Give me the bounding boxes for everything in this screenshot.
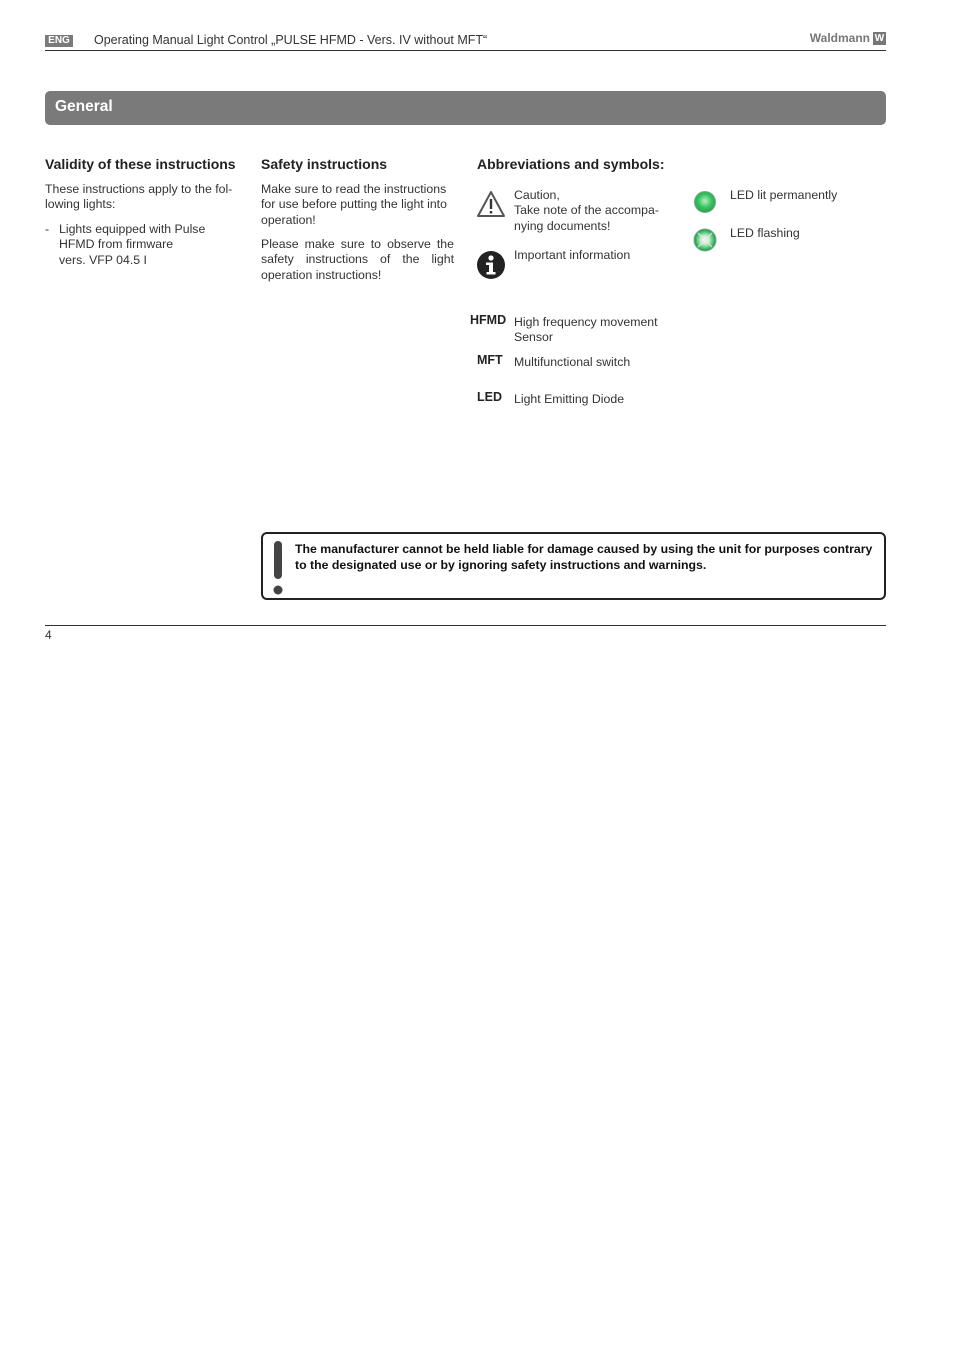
bullet-line-1: Lights equipped with Pulse bbox=[59, 222, 206, 236]
led-flash-text: LED flashing bbox=[730, 226, 800, 240]
caution-line-2: Take note of the accompa- bbox=[514, 203, 659, 217]
info-icon bbox=[476, 250, 506, 280]
info-text: Important information bbox=[514, 248, 631, 262]
safety-p1-line-2: for use before putting the light into bbox=[261, 197, 447, 211]
bullet-marker: - bbox=[45, 222, 50, 236]
led-on-icon bbox=[694, 191, 716, 213]
liability-notice-text bbox=[295, 541, 875, 573]
validity-line-1: These instructions apply to the fol- bbox=[45, 182, 233, 196]
bullet-line-3: vers. VFP 04.5 I bbox=[59, 253, 147, 267]
safety-p2-line-1: Please make sure to observe the bbox=[261, 237, 454, 251]
led-text: Light Emitting Diode bbox=[514, 392, 625, 406]
warning-triangle-icon bbox=[476, 190, 506, 218]
safety-p1-line-3: operation! bbox=[261, 213, 316, 227]
mft-text: Multifunctional switch bbox=[514, 355, 631, 369]
exclamation-icon bbox=[271, 539, 285, 597]
page-number: 4 bbox=[45, 628, 52, 642]
safety-p2-line-2: safety instructions of the light bbox=[261, 252, 454, 266]
brand-name: Waldmann bbox=[809, 31, 870, 45]
caution-line-1: Caution, bbox=[514, 188, 560, 202]
validity-line-2: lowing lights: bbox=[45, 197, 116, 211]
header-divider bbox=[45, 50, 886, 51]
led-label: LED bbox=[477, 390, 502, 404]
safety-p1-line-1: Make sure to read the instructions bbox=[261, 182, 447, 196]
led-on-text: LED lit permanently bbox=[730, 188, 838, 202]
hfmd-line-1: High frequency movement bbox=[514, 315, 658, 329]
brand-mark: W bbox=[874, 32, 885, 44]
hfmd-label: HFMD bbox=[470, 313, 507, 327]
notice-line-1: The manufacturer cannot be held liable for damage caused by using the unit for purposes contrary bbox=[295, 542, 873, 556]
led-flashing-icon bbox=[693, 228, 717, 252]
safety-heading: Safety instructions bbox=[261, 156, 388, 172]
abbreviations-heading: Abbreviations and symbols: bbox=[477, 156, 665, 172]
caution-line-3: nying documents! bbox=[514, 219, 611, 233]
brand-logo bbox=[810, 31, 886, 45]
section-bar bbox=[45, 91, 886, 125]
safety-p2-line-3: operation instructions! bbox=[261, 268, 382, 282]
mft-label: MFT bbox=[477, 353, 503, 367]
document-title: Operating Manual Light Control „PULSE HFMD - Vers. IV without MFT“ bbox=[94, 33, 488, 47]
bullet-line-2: HFMD from firmware bbox=[59, 237, 174, 251]
notice-line-2: to the designated use or by ignoring safety instructions and warnings. bbox=[295, 558, 707, 572]
footer-divider bbox=[45, 625, 886, 626]
section-title: General bbox=[55, 98, 113, 115]
validity-heading: Validity of these instructions bbox=[45, 156, 236, 172]
language-badge: ENG bbox=[45, 35, 73, 47]
hfmd-line-2: Sensor bbox=[514, 330, 553, 344]
